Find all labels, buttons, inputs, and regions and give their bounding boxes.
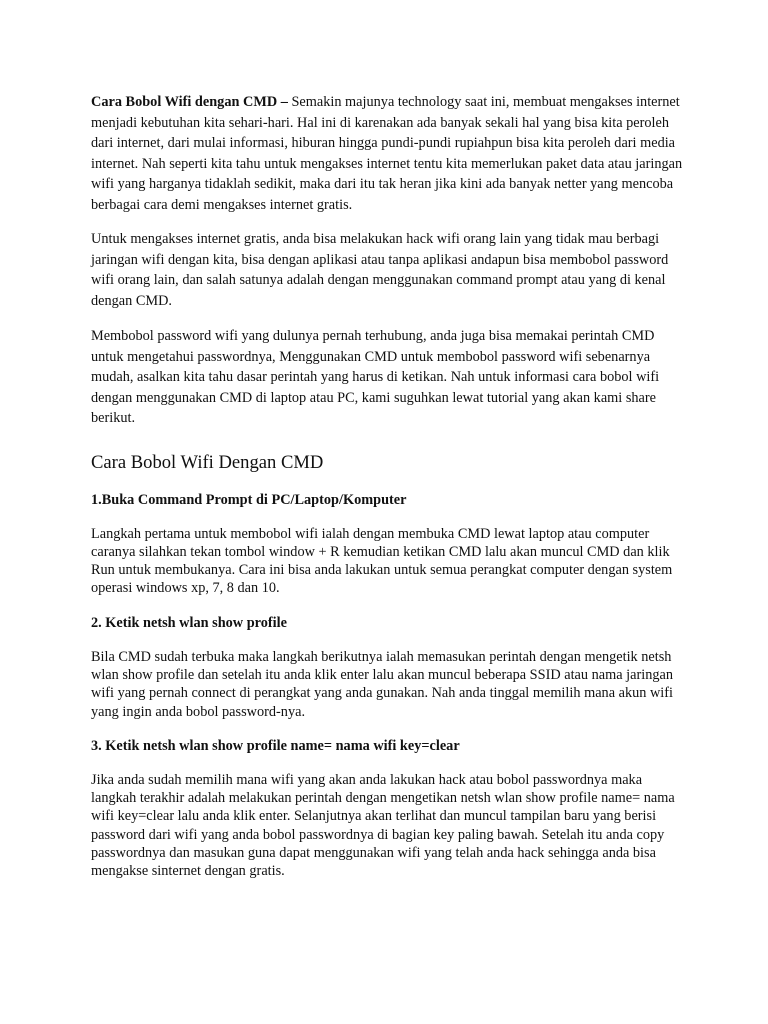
intro-lead-title: Cara Bobol Wifi dengan CMD – xyxy=(91,94,288,110)
document-page xyxy=(91,92,683,896)
step-3-body: Jika anda sudah memilih mana wifi yang akan anda lakukan hack atau bobol passwordnya maka langkah terakhir adalah melakukan perintah dengan mengetikan netsh wlan show profile name= nama wifi key=clear lalu anda klik enter. Selanjutnya akan terlihat dan muncul tampilan baru yang berisi password dari wifi yang anda bobol passwordnya di bagian key paling bawah. Setelah itu anda copy passwordnya dan masukan guna dapat menggunakan wifi yang telah anda hack sehingga anda bisa mengakse sinternet dengan gratis. xyxy=(91,771,675,880)
step-2-title: 2. Ketik netsh wlan show profile xyxy=(91,614,287,631)
step-1-body: Langkah pertama untuk membobol wifi ialah dengan membuka CMD lewat laptop atau computer caranya silahkan tekan tombol window + R kemudian ketikan CMD lalu akan muncul CMD dan klik Run untuk membukanya. Cara ini bisa anda lakukan untuk semua perangkat computer dengan system operasi windows xp, 7, 8 dan 10. xyxy=(91,525,673,597)
intro-lead-text: Semakin majunya technology saat ini, membuat mengakses internet menjadi kebutuhan kita sehari-hari. Hal ini di karenakan ada banyak sekali hal yang bisa kita peroleh dari internet, dari mulai informasi, hiburan hingga pundi-pundi rupiahpun bisa kita peroleh dari media internet. Nah seperti kita tahu untuk mengakses internet tentu kita memerlukan paket data atau jaringan wifi yang harganya tidaklah sedikit, maka dari itu tak heran jika kini ada banyak netter yang mencoba berbagai cara demi mengakses internet gratis. xyxy=(91,94,683,213)
intro-paragraph xyxy=(91,92,683,215)
step-2-body: Bila CMD sudah terbuka maka langkah berikutnya ialah memasukan perintah dengan mengetik netsh wlan show profile dan setelah itu anda klik enter lalu akan muncul beberapa SSID atau nama jaringan wifi yang pernah connect di perangkat yang anda gunakan. Nah anda tinggal memilih mana akun wifi yang ingin anda bobol password-nya. xyxy=(91,648,674,720)
intro-paragraph-3: Membobol password wifi yang dulunya pernah terhubung, anda juga bisa memakai perintah CMD untuk mengetahui passwordnya, Menggunakan CMD untuk membobol password wifi sebenarnya mudah, asalkan kita tahu dasar perintah yang harus di ketikan. Nah untuk informasi cara bobol wifi dengan menggunakan CMD di laptop atau PC, kami suguhkan lewat tutorial yang akan kami share berikut. xyxy=(91,328,660,426)
step-1 xyxy=(91,490,683,598)
step-2 xyxy=(91,613,683,721)
section-heading: Cara Bobol Wifi Dengan CMD xyxy=(91,451,324,473)
step-3-title: 3. Ketik netsh wlan show profile name= nama wifi key=clear xyxy=(91,737,460,754)
step-1-title: 1.Buka Command Prompt di PC/Laptop/Komputer xyxy=(91,491,407,508)
intro-paragraph-2: Untuk mengakses internet gratis, anda bisa melakukan hack wifi orang lain yang tidak mau berbagi jaringan wifi dengan kita, bisa dengan aplikasi atau tanpa aplikasi andapun bisa membobol password wifi orang lain, dan salah satunya adalah dengan menggunakan command prompt atau yang di kenal dengan CMD. xyxy=(91,231,669,309)
step-3 xyxy=(91,736,683,881)
